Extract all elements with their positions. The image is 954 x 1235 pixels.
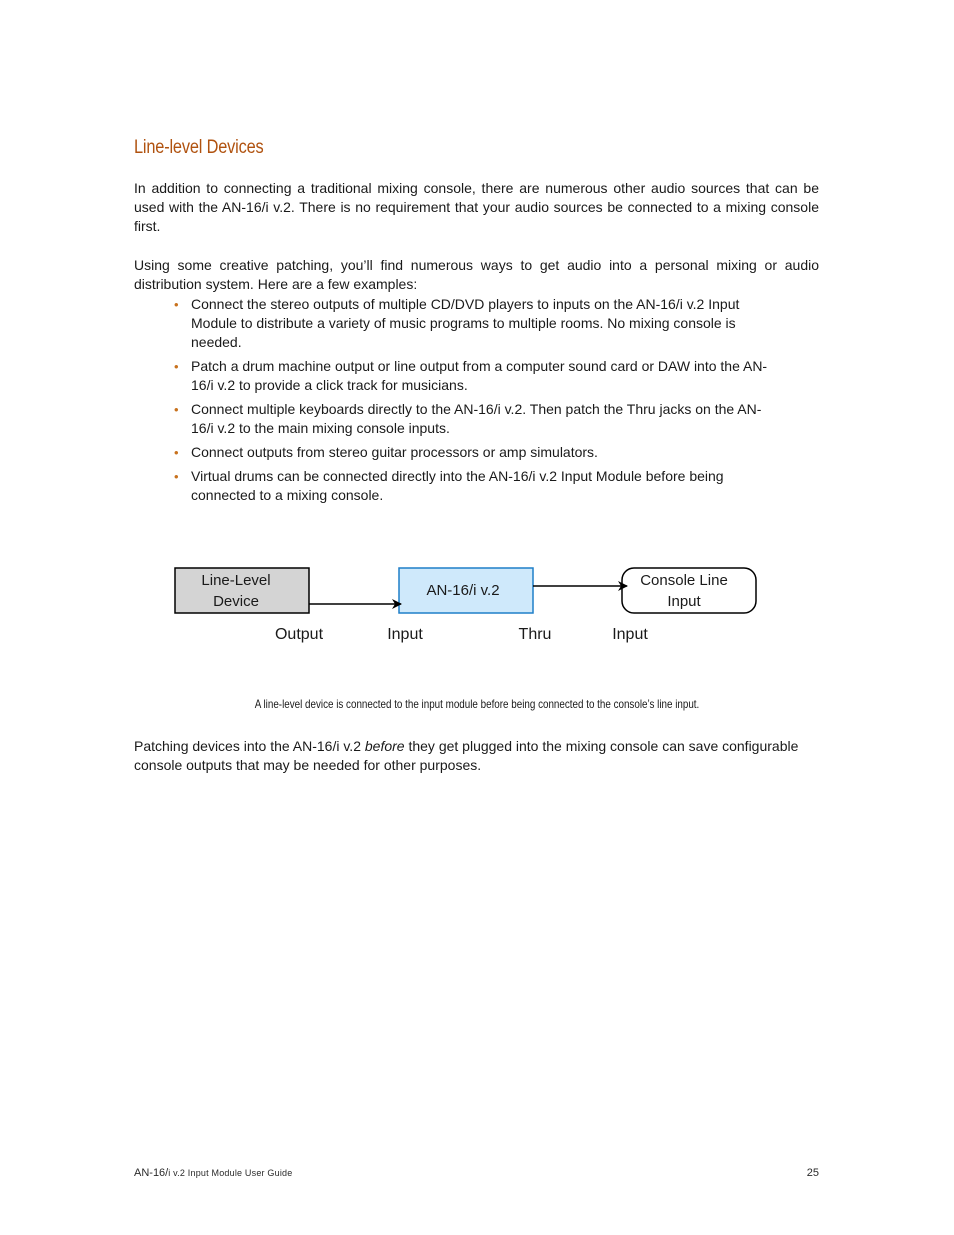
bullet-icon: • bbox=[174, 359, 179, 374]
closing-text-end: they get plugged into the mixing console can save configurable console outputs that may be needed for other purposes. bbox=[134, 738, 799, 773]
footer-product-tail: i v.2 Input Module User Guide bbox=[168, 1168, 293, 1178]
footer-document-title bbox=[134, 1167, 292, 1179]
diagram-caption: A line-level device is connected to the input module before being connected to the console’s line input. bbox=[254, 697, 700, 711]
intro-paragraph: In addition to connecting a traditional mixing console, there are numerous other audio sources that can be used with the AN-16/i v.2. There is no requirement that your audio sources be connected to a mixing console first. bbox=[134, 180, 819, 234]
footer-product: AN-16/ bbox=[134, 1167, 169, 1179]
list-item-text: Virtual drums can be connected directly into the AN-16/i v.2 Input Module before being connected to a mixing console. bbox=[191, 468, 724, 503]
list-item-text: Connect multiple keyboards directly to the AN-16/i v.2. Then patch the Thru jacks on the AN-16/i v.2 to the main mixing console inputs. bbox=[191, 401, 762, 436]
console-input-port-label: Input bbox=[612, 626, 648, 643]
module-box-label: AN-16/i v.2 bbox=[426, 582, 500, 599]
device-box-label-line2: Device bbox=[213, 593, 259, 610]
console-box-label-line1: Console Line bbox=[640, 572, 728, 589]
bullet-icon: • bbox=[174, 469, 179, 484]
thru-port-label: Thru bbox=[518, 626, 552, 643]
bullet-icon: • bbox=[174, 445, 179, 460]
input-port-label: Input bbox=[387, 626, 423, 643]
closing-text-start: Patching devices into the AN-16/i v.2 bbox=[134, 738, 365, 754]
list-item-text: Connect outputs from stereo guitar processors or amp simulators. bbox=[191, 444, 598, 460]
section-heading: Line-level Devices bbox=[134, 137, 264, 158]
console-box-label-line2: Input bbox=[667, 593, 701, 610]
device-box-label-line1: Line-Level bbox=[201, 572, 271, 589]
page-number: 25 bbox=[806, 1167, 819, 1179]
closing-emphasis: before bbox=[364, 738, 405, 754]
list-item-text: Patch a drum machine output or line output from a computer sound card or DAW into the AN-16/i v.2 to provide a click track for musicians. bbox=[191, 358, 768, 393]
bullet-icon: • bbox=[174, 297, 179, 312]
output-port-label: Output bbox=[274, 626, 324, 643]
list-item-text: Connect the stereo outputs of multiple CD/DVD players to inputs on the AN-16/i v.2 Input Module to distribute a variety of music programs to multiple rooms. No mixing console is needed. bbox=[191, 296, 740, 350]
closing-paragraph bbox=[134, 737, 819, 775]
examples-paragraph: Using some creative patching, you’ll find numerous ways to get audio into a personal mixing or audio distribution system. Here are a few examples: bbox=[134, 257, 819, 292]
bullet-icon: • bbox=[174, 402, 179, 417]
